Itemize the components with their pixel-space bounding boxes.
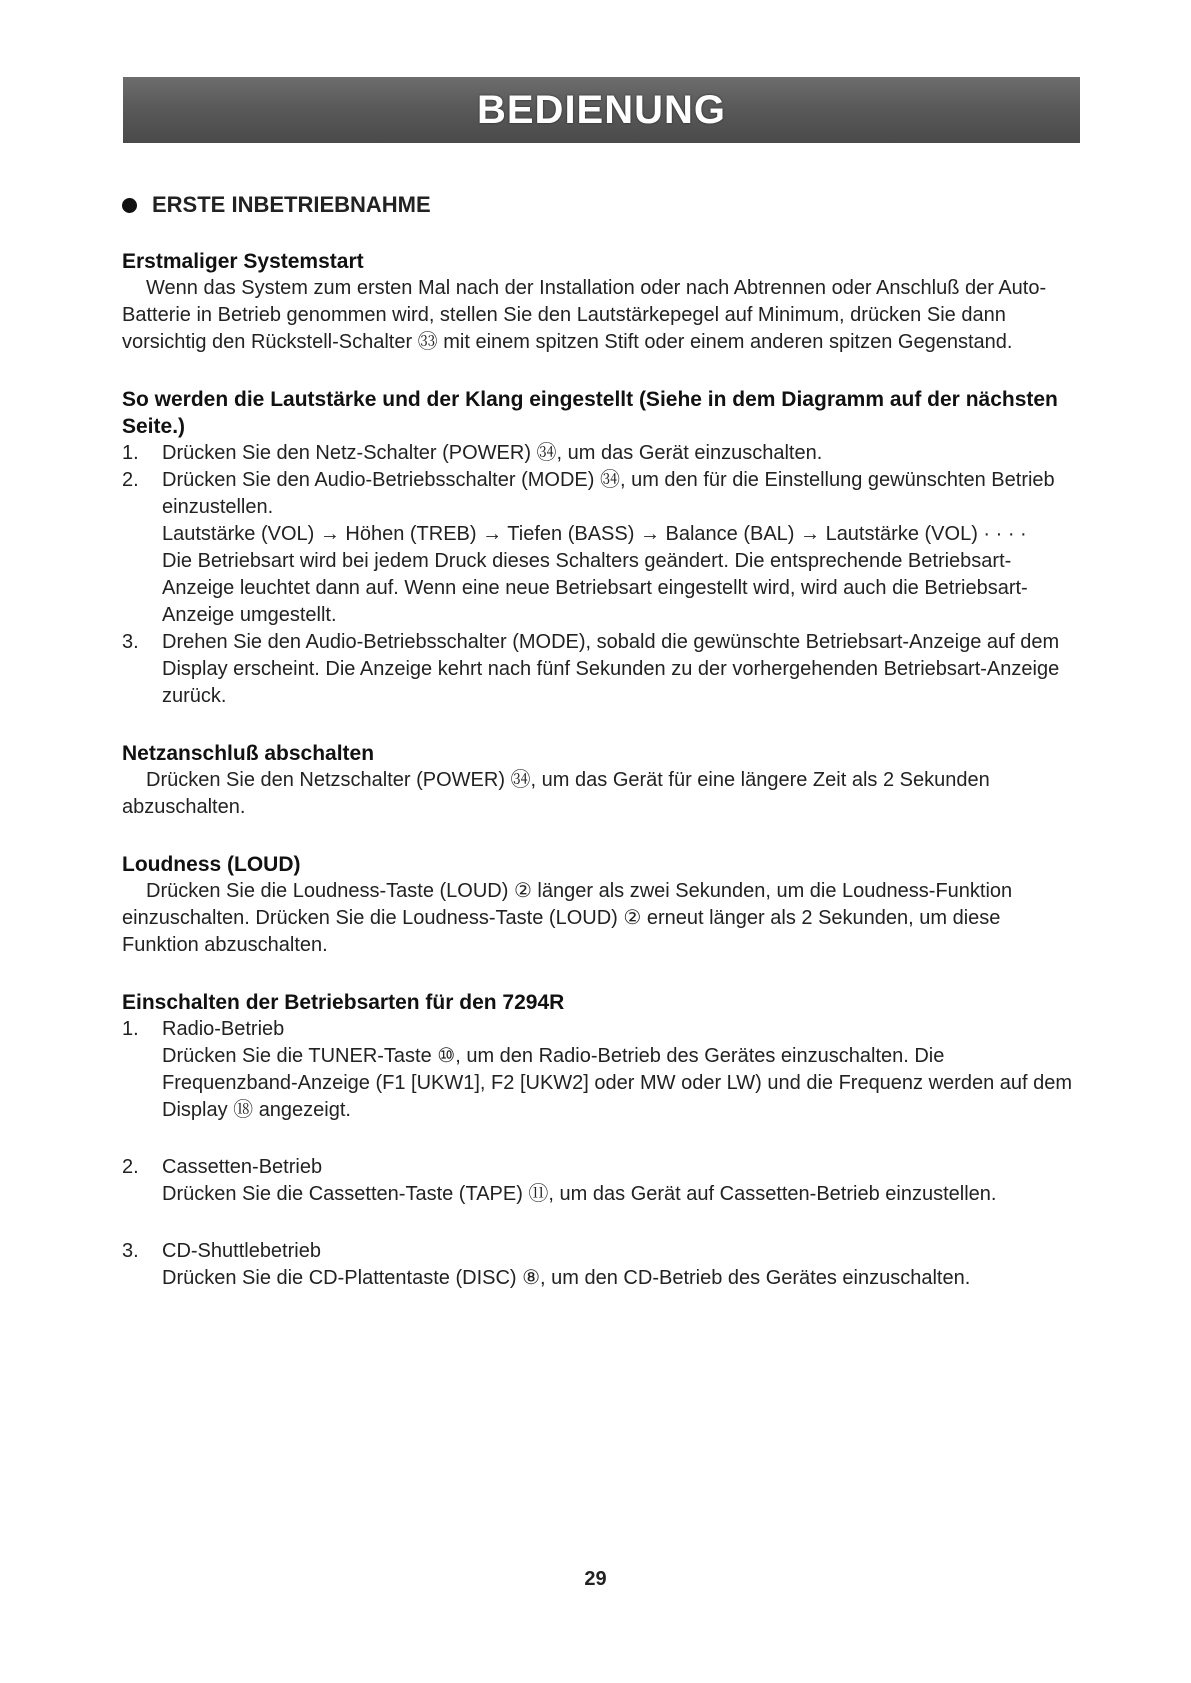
system-start-block [122,248,1082,356]
list-item [122,1016,1082,1124]
step-text: Drehen Sie den Audio-Betriebsschalter (MODE), sobald die gewünschte Betriebsart-Anzeige auf dem Display erscheint. Die Anzeige kehrt nach fünf Sekunden zu der vorhergehenden Betriebsart-Anzeige zurück. [162,631,1060,707]
list-number: 3. [122,631,139,653]
page-number: 29 [584,1568,607,1590]
power-off-heading: Netzanschluß abschalten [122,742,375,765]
page-content [122,192,1082,1322]
mode-title: CD-Shuttlebetrieb [162,1240,321,1262]
mode-sequence: Lautstärke (VOL) → Höhen (TREB) → Tiefen (BASS) → Balance (BAL) → Lautstärke (VOL) · · · · [162,523,1027,545]
page-title: BEDIENUNG [476,87,727,132]
list-number: 2. [122,1156,139,1178]
list-item [122,467,1082,629]
bullet-icon [122,198,137,213]
step-text: Drücken Sie den Audio-Betriebsschalter (MODE) ㉞, um den für die Einstellung gewünschten Betrieb einzustellen. [162,469,1055,518]
modes-block [122,989,1082,1292]
modes-list [122,1016,1082,1292]
loudness-block [122,851,1082,959]
list-item [122,1238,1082,1292]
list-number: 1. [122,1018,139,1040]
list-item [122,440,1082,467]
system-start-text: Wenn das System zum ersten Mal nach der Installation oder nach Abtrennen oder Anschluß der Auto-Batterie in Betrieb genommen wird, stellen Sie den Lautstärkepegel auf Minimum, drücken Sie dann vorsichtig den Rückstell-Schalter ㉝ mit einem spitzen Stift oder einem anderen spitzen Gegenstand. [122,277,1047,353]
step-text: Drücken Sie den Netz-Schalter (POWER) ㉞, um das Gerät einzuschalten. [162,442,823,464]
list-number: 1. [122,442,139,464]
volume-steps [122,440,1082,710]
mode-text: Drücken Sie die Cassetten-Taste (TAPE) ⑪, um das Gerät auf Cassetten-Betrieb einzustellen. [162,1183,997,1205]
list-number: 3. [122,1240,139,1262]
list-number: 2. [122,469,139,491]
header-banner [123,77,1080,143]
system-start-heading: Erstmaliger Systemstart [122,250,364,273]
mode-title: Radio-Betrieb [162,1018,285,1040]
volume-heading: So werden die Lautstärke und der Klang eingestellt (Siehe in dem Diagramm auf der nächsten Seite.) [122,388,1058,438]
section-heading [122,192,1082,218]
modes-heading: Einschalten der Betriebsarten für den 7294R [122,991,565,1014]
mode-title: Cassetten-Betrieb [162,1156,323,1178]
mode-text: Drücken Sie die TUNER-Taste ⑩, um den Radio-Betrieb des Gerätes einzuschalten. Die Frequenzband-Anzeige (F1 [UKW1], F2 [UKW2] oder MW oder LW) und die Frequenz werden auf dem Display ⑱ angezeigt. [162,1045,1073,1121]
step-note: Die Betriebsart wird bei jedem Druck dieses Schalters geändert. Die entsprechende Betriebsart-Anzeige leuchtet dann auf. Wenn eine neue Betriebsart eingestellt wird, wird auch die Betriebsart-Anzeige umgestellt. [162,550,1028,626]
power-off-block [122,740,1082,821]
volume-block [122,386,1082,710]
loudness-heading: Loudness (LOUD) [122,853,301,876]
mode-text: Drücken Sie die CD-Plattentaste (DISC) ⑧, um den CD-Betrieb des Gerätes einzuschalten. [162,1267,971,1289]
list-item [122,1154,1082,1208]
loudness-text: Drücken Sie die Loudness-Taste (LOUD) ② länger als zwei Sekunden, um die Loudness-Funktion einzuschalten. Drücken Sie die Loudness-Taste (LOUD) ② erneut länger als 2 Sekunden, um diese Funktion abzuschalten. [122,880,1013,956]
list-item [122,629,1082,710]
power-off-text: Drücken Sie den Netzschalter (POWER) ㉞, um das Gerät für eine längere Zeit als 2 Sekunden abzuschalten. [122,769,990,818]
section-title: ERSTE INBETRIEBNAHME [152,192,431,217]
